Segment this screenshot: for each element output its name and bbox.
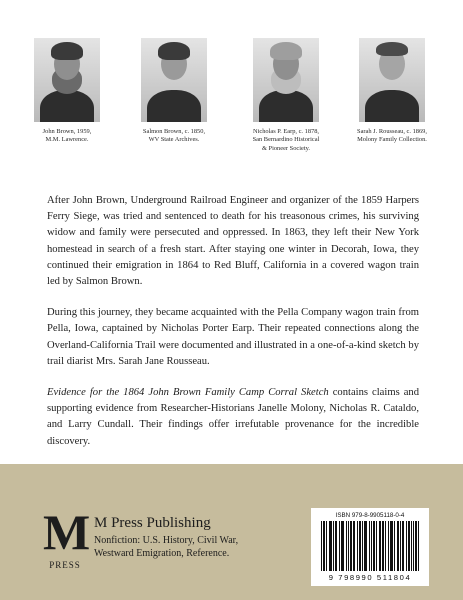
barcode-bar	[374, 521, 375, 571]
isbn-barcode	[311, 508, 429, 586]
barcode-bar	[329, 521, 330, 571]
caption-line: John Brown, 1959,	[42, 128, 92, 135]
barcode-bars	[321, 521, 419, 571]
caption-line: San Bernardino Historical	[252, 136, 320, 144]
portrait-photo	[141, 38, 207, 122]
barcode-bar	[373, 521, 374, 571]
barcode-bar	[398, 521, 399, 571]
paragraph-rest: contains claims and supporting evidence from Researcher-Historians Janelle Molony, Nicholas R. Cataldo, and Larry Cundall. Their findings offer irrefutable provenance for the incredible discovery.	[47, 387, 419, 447]
barcode-bar	[409, 521, 410, 571]
portrait-caption	[347, 128, 437, 145]
barcode-bar	[346, 521, 347, 571]
paragraph: After John Brown, Underground Railroad Engineer and organizer of the 1859 Harpers Ferry Siege, was tried and sentenced to death for his treasonous crimes, his surviving widow and family were persecuted and oppressed. In 1863, they left their New York homestead in search of a fresh start. After staying one winter in Decorah, Iowa, they continued their emigration in 1864 to Red Bluff, California in a covered wagon train led by Salmon Brown.	[47, 195, 419, 288]
logo-word: PRESS	[49, 560, 81, 570]
barcode-bar	[385, 521, 386, 571]
barcode-bar	[342, 521, 343, 571]
barcode-bar	[371, 521, 372, 571]
publisher-name: M Press Publishing	[94, 515, 211, 531]
portrait-row	[22, 38, 442, 158]
barcode-bar	[330, 521, 331, 571]
barcode-digits: 9 798990 511804	[328, 573, 412, 582]
barcode-bar	[400, 521, 401, 571]
barcode-bar	[411, 521, 412, 571]
barcode-bar	[335, 521, 336, 571]
barcode-bar	[341, 521, 342, 571]
barcode-bar	[333, 521, 334, 571]
barcode-bar	[383, 521, 384, 571]
back-cover-description	[47, 193, 419, 465]
barcode-bar	[339, 521, 340, 571]
portrait-photo	[359, 38, 425, 122]
caption-line: M.M. Lawrence.	[45, 136, 89, 144]
barcode-bar	[418, 521, 419, 571]
barcode-bar	[359, 521, 360, 571]
barcode-bar	[343, 521, 344, 571]
caption-line: WV State Archives.	[148, 136, 200, 144]
barcode-bar	[353, 521, 354, 571]
description-line: Nonfiction: U.S. History, Civil War,	[94, 535, 239, 546]
barcode-bar	[323, 521, 324, 571]
barcode-bar	[416, 521, 417, 571]
barcode-bar	[357, 521, 358, 571]
barcode-bar	[351, 521, 352, 571]
portrait-photo	[34, 38, 100, 122]
barcode-bar	[364, 521, 365, 571]
caption-line: Molony Family Collection.	[357, 136, 427, 144]
barcode-bar	[362, 521, 363, 571]
barcode-bar	[321, 521, 322, 571]
portrait-john-brown	[22, 38, 112, 145]
barcode-bar	[394, 521, 395, 571]
caption-line: Sarah J. Rousseau, c. 1869,	[357, 128, 427, 135]
barcode-bar	[406, 521, 407, 571]
caption-line: Salmon Brown, c. 1850,	[142, 128, 206, 135]
barcode-bar	[382, 521, 383, 571]
caption-line: Nicholas P. Earp, c. 1878,	[252, 128, 320, 135]
portrait-caption	[129, 128, 219, 145]
caption-line: & Pioneer Society.	[261, 144, 311, 152]
barcode-bar	[324, 521, 325, 571]
barcode-bar	[331, 521, 332, 571]
portrait-nicholas-earp	[241, 38, 331, 153]
book-title-italic: Evidence for the 1864 John Brown Family Camp Corral Sketch	[47, 387, 329, 399]
barcode-bar	[369, 521, 370, 571]
portrait-caption	[22, 128, 112, 145]
barcode-bar	[388, 521, 389, 571]
barcode-bar	[376, 521, 377, 571]
barcode-bar	[326, 521, 327, 571]
isbn-label: ISBN 979-8-9905118-0-4	[335, 512, 405, 519]
logo-letter: M	[43, 504, 91, 560]
barcode-bar	[403, 521, 404, 571]
barcode-bar	[397, 521, 398, 571]
barcode-bar	[379, 521, 380, 571]
portrait-caption	[241, 128, 331, 153]
portrait-salmon-brown	[129, 38, 219, 145]
description-line: Westward Emigration, Reference.	[94, 547, 230, 559]
barcode-bar	[402, 521, 403, 571]
barcode-bar	[336, 521, 337, 571]
publisher-footer	[0, 464, 463, 600]
barcode-bar	[354, 521, 355, 571]
barcode-bar	[408, 521, 409, 571]
barcode-bar	[348, 521, 349, 571]
publisher-info	[94, 514, 238, 560]
paragraph	[47, 385, 419, 450]
barcode-bar	[365, 521, 366, 571]
portrait-sarah-rousseau	[347, 38, 437, 145]
barcode-bar	[380, 521, 381, 571]
portrait-photo	[253, 38, 319, 122]
barcode-bar	[391, 521, 392, 571]
barcode-bar	[360, 521, 361, 571]
barcode-bar	[415, 521, 416, 571]
barcode-bar	[350, 521, 351, 571]
publisher-description	[94, 535, 238, 560]
barcode-bar	[390, 521, 391, 571]
barcode-bar	[392, 521, 393, 571]
paragraph: During this journey, they became acquainted with the Pella Company wagon train from Pella, Iowa, captained by Nicholas Porter Earp. Their repeated connections along the Overland-California Trail were documented and illustrated in a one-of-a-kind sketch by trail diarist Mrs. Sarah Jane Rousseau.	[47, 307, 419, 367]
barcode-bar	[413, 521, 414, 571]
barcode-bar	[366, 521, 367, 571]
m-press-logo	[43, 504, 91, 576]
